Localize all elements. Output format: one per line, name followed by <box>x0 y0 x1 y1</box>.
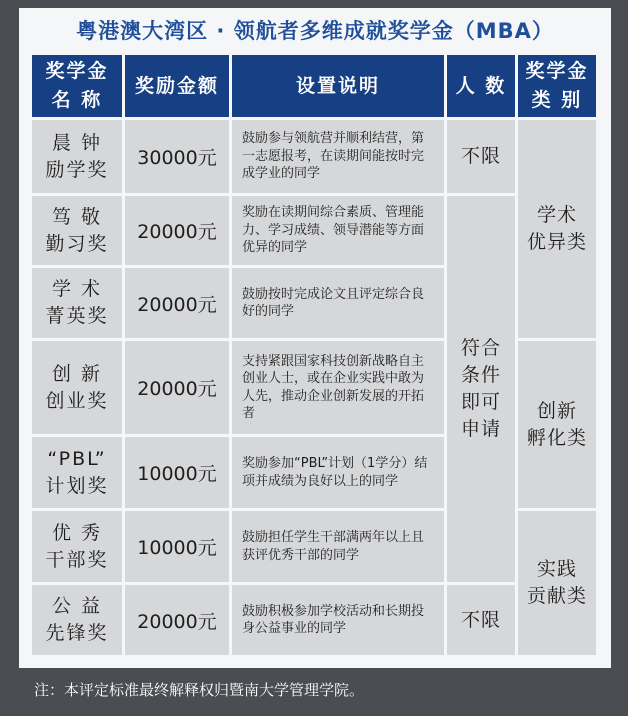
row-7-description: 鼓励积极参加学校活动和长期投身公益事业的同学 <box>232 585 444 655</box>
row-3-amount: 20000元 <box>125 268 229 338</box>
count-last: 不限 <box>447 585 515 655</box>
page-title: 粤港澳大湾区 · 领航者多维成就奖学金（MBA） <box>76 19 554 43</box>
row-2-amount: 20000元 <box>125 196 229 265</box>
row-2-name: 笃 敬 勤习奖 <box>32 196 122 265</box>
row-4-description: 支持紧跟国家科技创新战略自主创业人士，或在企业实践中敢为人先，推动企业创新发展的开拓者 <box>232 341 444 434</box>
row-5-name: “PBL” 计划奖 <box>32 437 122 508</box>
row-6-description: 鼓励担任学生干部满两年以上且获评优秀干部的同学 <box>232 511 444 582</box>
header-name: 奖学金 名 称 <box>32 55 122 117</box>
category-innovation: 创新 孵化类 <box>518 341 596 508</box>
category-academic: 学术 优异类 <box>518 120 596 338</box>
row-7-amount: 20000元 <box>125 585 229 655</box>
header-category: 奖学金 类 别 <box>518 55 596 117</box>
row-1-description: 鼓励参与领航营并顺利结营，第一志愿报考，在读期间能按时完成学业的同学 <box>232 120 444 193</box>
row-6-name: 优 秀 干部奖 <box>32 511 122 582</box>
footnote: 注：本评定标准最终解释权归暨南大学管理学院。 <box>34 680 365 699</box>
row-6-amount: 10000元 <box>125 511 229 582</box>
row-3-description: 鼓励按时完成论文且评定综合良好的同学 <box>232 268 444 338</box>
row-1-name: 晨 钟 励学奖 <box>32 120 122 193</box>
header-count: 人 数 <box>447 55 515 117</box>
row-4-amount: 20000元 <box>125 341 229 434</box>
count-middle: 符合 条件 即可 申请 <box>447 196 515 582</box>
category-practice: 实践 贡献类 <box>518 511 596 655</box>
row-4-name: 创 新 创业奖 <box>32 341 122 434</box>
row-7-name: 公 益 先锋奖 <box>32 585 122 655</box>
row-2-description: 奖励在读期间综合素质、管理能力、学习成绩、领导潜能等方面优异的同学 <box>232 196 444 265</box>
header-description: 设置说明 <box>232 55 444 117</box>
row-1-amount: 30000元 <box>125 120 229 193</box>
row-3-name: 学 术 菁英奖 <box>32 268 122 338</box>
header-amount: 奖励金额 <box>125 55 229 117</box>
row-5-description: 奖励参加“PBL”计划（1学分）结项并成绩为良好以上的同学 <box>232 437 444 508</box>
count-first: 不限 <box>447 120 515 193</box>
row-5-amount: 10000元 <box>125 437 229 508</box>
